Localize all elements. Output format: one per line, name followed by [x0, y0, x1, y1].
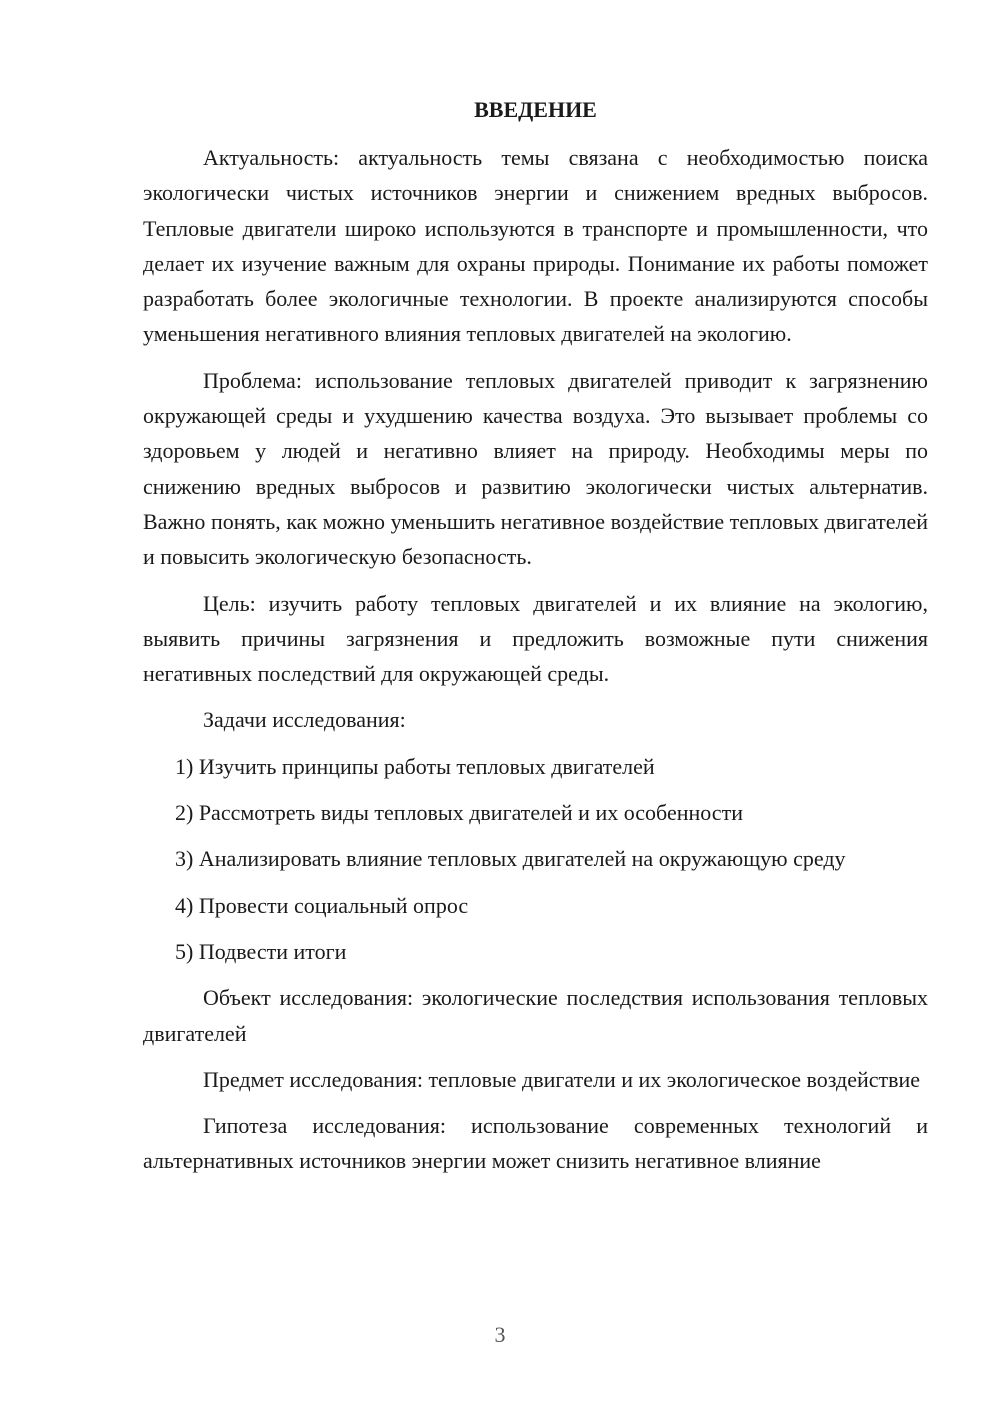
task-item: 4) Провести социальный опрос [175, 892, 469, 918]
problem-paragraph: Проблема: использование тепловых двигателей приводит к загрязнению окружающей среды и ухудшению качества воздуха. Это вызывает проблемы со здоровьем у людей и негативно влияет на природу. Необходимы меры по снижению вредных выбросов и развитию экологически чистых альтернатив. Важно понять, как можно уменьшить негативное воздействие тепловых двигателей и повысить экологическую безопасность. [143, 367, 928, 570]
subject-paragraph: Предмет исследования: тепловые двигатели и их экологическое воздействие [203, 1066, 921, 1092]
task-item: 1) Изучить принципы работы тепловых двигателей [175, 753, 655, 779]
object-paragraph: Объект исследования: экологические последствия использования тепловых двигателей [143, 985, 928, 1046]
task-item: 3) Анализировать влияние тепловых двигателей на окружающую среду [175, 846, 846, 872]
page-number: 3 [494, 1322, 506, 1347]
goal-paragraph: Цель: изучить работу тепловых двигателей и их влияние на экологию, выявить причины загрязнения и предложить возможные пути снижения негативных последствий для окружающей среды. [143, 590, 928, 687]
task-item: 2) Рассмотреть виды тепловых двигателей и их особенности [175, 800, 743, 826]
hypothesis-paragraph: Гипотеза исследования: использование современных технологий и альтернативных источников энергии может снизить негативное влияние [143, 1113, 928, 1174]
tasks-heading: Задачи исследования: [203, 707, 406, 733]
section-title: ВВЕДЕНИЕ [474, 97, 597, 122]
document-page [143, 92, 928, 1190]
task-item: 5) Подвести итоги [175, 938, 347, 964]
relevance-paragraph: Актуальность: актуальность темы связана с необходимостью поиска экологически чистых источников энергии и снижением вредных выбросов. Тепловые двигатели широко используются в транспорте и промышленности, что делает их изучение важным для охраны природы. Понимание их работы поможет разработать более экологичные технологии. В проекте анализируются способы уменьшения негативного влияния тепловых двигателей на экологию. [143, 145, 928, 347]
